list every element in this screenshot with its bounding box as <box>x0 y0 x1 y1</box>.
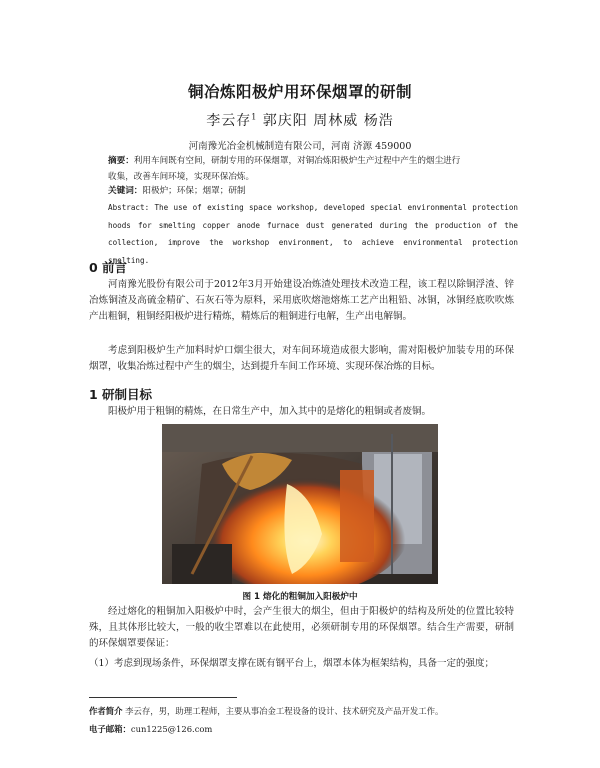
abstract-en: Abstract: The use of existing space workshop, developed special environmental protection hoods for smelting copper anode furnace dust generated during the production of the collection, improve the workshop environment, to achieve environmental protection smelting. <box>108 203 518 265</box>
author-note <box>89 705 529 718</box>
section-1-paragraph-2: 经过熔化的粗铜加入阳极炉中时，会产生很大的烟尘，但由于阳极炉的结构及所处的位置比较特殊，且其体形比较大，一般的收尘罩难以在此使用，必须研制专用的环保烟罩。结合生产需要，研制的环保烟罩要保证： <box>89 606 514 650</box>
affiliation: 河南豫光冶金机械制造有限公司，河南 济源 459000 <box>188 141 412 152</box>
author-note-label: 作者简介 <box>89 706 123 716</box>
section-1-paragraph-3: （1）考虑到现场条件，环保烟罩支撑在既有钢平台上，烟罩本体为框架结构，具备一定的强度； <box>89 658 495 669</box>
section-0-heading: 0 前言 <box>89 260 128 275</box>
author-affiliation-mark: 1 <box>251 112 258 122</box>
abstract-label: 摘要： <box>108 156 134 166</box>
section-0-paragraph-1: 河南豫光股份有限公司于2012年3月开始建设冶炼渣处理技术改造工程，该工程以除铜浮渣、锌冶炼铜渣及高硫金精矿、石灰石等为原料，采用底吹熔池熔炼工艺产出粗铅、冰铜，冰铜经底吹吹炼产出粗铜，粗铜经阳极炉进行精炼，精炼后的粗铜进行电解，生产出电解铜。 <box>89 279 514 323</box>
molten-copper-pouring-image <box>162 424 438 584</box>
abstract-cn <box>108 153 508 169</box>
author-note-text: 李云存，男，助理工程师，主要从事冶金工程设备的设计、技术研究及产品开发工作。 <box>122 706 444 716</box>
abstract-cn-line1: 利用车间既有空间，研制专用的环保烟罩，对铜冶炼阳极炉生产过程中产生的烟尘进行 <box>133 156 461 166</box>
other-authors: 郭庆阳 周林威 杨浩 <box>257 113 394 129</box>
keywords-text: 阳极炉；环保；烟罩；研制 <box>142 186 246 196</box>
first-author: 李云存 <box>206 113 252 129</box>
section-1-heading: 1 研制目标 <box>89 387 153 402</box>
author-email <box>89 723 529 736</box>
keywords <box>108 183 508 199</box>
author-list <box>0 110 600 130</box>
email-value: cun1225@126.com <box>130 724 213 734</box>
footnote-divider <box>89 697 237 698</box>
section-0-paragraph-2: 考虑到阳极炉生产加料时炉口烟尘很大，对车间环境造成很大影响，需对阳极炉加装专用的环保烟罩，收集冶炼过程中产生的烟尘，达到提升车间工作环境、实现环保冶炼的目标。 <box>89 345 514 373</box>
furnace-photo <box>162 424 438 584</box>
abstract-cn-line2: 收集，改善车间环境，实现环保冶炼。 <box>108 172 255 182</box>
paper-title: 铜冶炼阳极炉用环保烟罩的研制 <box>187 83 412 101</box>
keywords-label: 关键词： <box>108 186 143 196</box>
section-1-paragraph-1: 阳极炉用于粗铜的精炼，在日常生产中，加入其中的是熔化的粗铜或者废铜。 <box>108 406 432 417</box>
figure-1-caption: 图 1 熔化的粗铜加入阳极炉中 <box>242 592 358 602</box>
email-label: 电子邮箱： <box>89 724 131 734</box>
